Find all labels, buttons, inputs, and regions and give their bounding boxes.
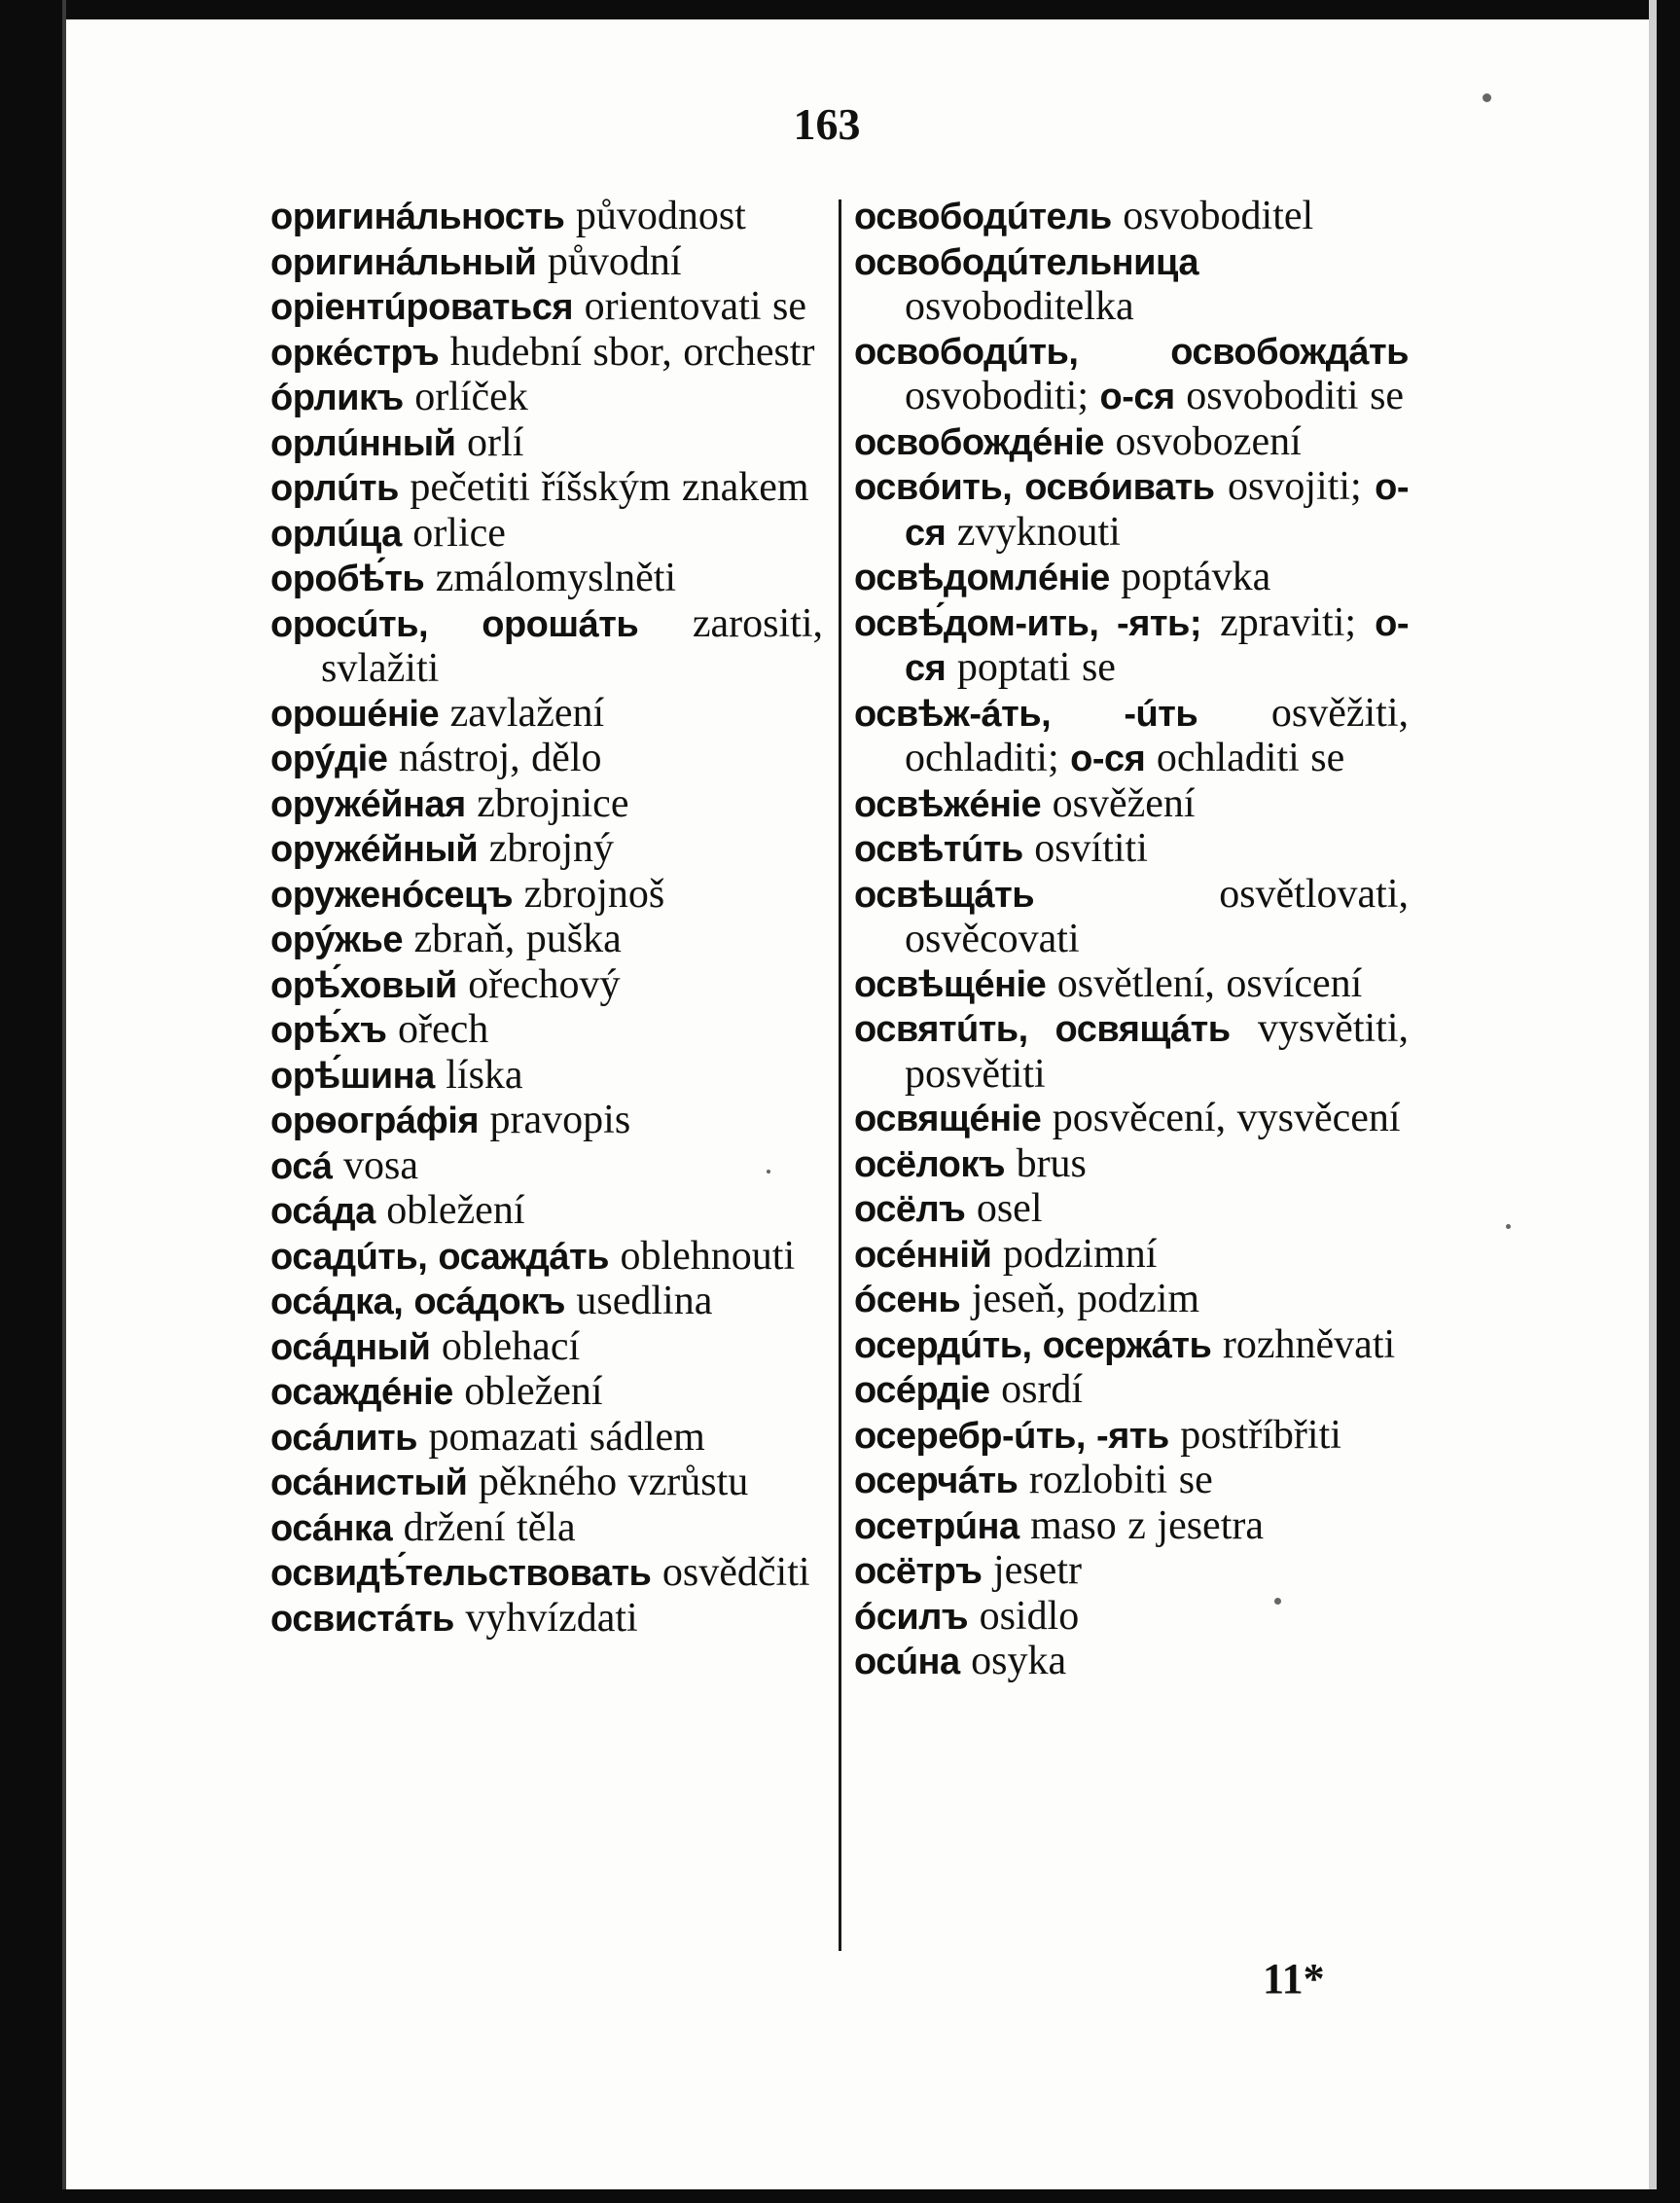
entry-headword: освобождéніе — [854, 421, 1104, 463]
entry-translation: osidlo — [979, 1593, 1080, 1639]
dust-speck — [1506, 1224, 1511, 1229]
entry-reflexive-headword: о-ся — [905, 602, 1410, 689]
dictionary-entry — [854, 962, 1409, 1008]
dictionary-entry — [854, 465, 1409, 556]
scan-border-left — [0, 0, 62, 2203]
entry-headword: оркéстръ — [270, 332, 440, 374]
entry-translation: obležení — [464, 1369, 603, 1414]
entry-translation: zbraň, puška — [413, 917, 622, 961]
dictionary-entry — [854, 782, 1409, 828]
dictionary-entry — [854, 1187, 1409, 1233]
entry-translation: osyka — [971, 1639, 1067, 1683]
dictionary-entry — [270, 918, 823, 963]
dictionary-entry — [854, 1549, 1409, 1595]
dictionary-entry — [270, 782, 823, 828]
entry-headword: оріентúроваться — [270, 287, 574, 328]
entry-translation: nástroj, dělo — [398, 736, 602, 780]
dictionary-entry — [270, 512, 823, 558]
dust-speck — [1483, 93, 1491, 102]
entry-headword: освободúтельница — [854, 241, 1198, 283]
entry-translation: poptávka — [1121, 555, 1271, 599]
entry-reflexive-translation: osvoboditi se — [1186, 374, 1405, 418]
entry-headword: óрликъ — [270, 378, 404, 418]
dictionary-entry — [270, 1597, 823, 1643]
entry-headword: оросúть, орошáть — [270, 603, 639, 645]
entry-headword: орошéніе — [270, 693, 440, 735]
dictionary-entry — [854, 1504, 1409, 1550]
entry-translation: podzimní — [1002, 1231, 1158, 1277]
entry-headword: освѣ́дом-ить, -ять; — [854, 602, 1201, 644]
dictionary-entry — [854, 420, 1409, 466]
entry-headword: орѳогрáфія — [270, 1101, 480, 1141]
entry-headword: освѣжéніе — [854, 783, 1042, 825]
dictionary-entry — [854, 1097, 1409, 1142]
entry-translation: osvědčiti — [661, 1550, 810, 1595]
dictionary-entry — [270, 1370, 823, 1416]
dictionary-entry — [270, 1280, 823, 1325]
entry-translation: původnost — [575, 194, 746, 238]
entry-translation: orlice — [412, 510, 506, 556]
entry-headword: освободúтель — [854, 197, 1112, 237]
entry-translation: rozlobiti se — [1028, 1458, 1213, 1502]
dictionary-entry — [270, 873, 823, 919]
entry-headword: освóить, освóивать — [854, 467, 1215, 508]
entry-translation: pěkného vzrůstu — [478, 1460, 749, 1504]
dictionary-entry — [270, 421, 823, 467]
entry-headword: орѣ́хъ — [270, 1010, 387, 1051]
scan-border-bottom — [0, 2189, 1680, 2203]
entry-reflexive-headword: о-ся — [905, 467, 1409, 554]
entry-headword: орлúнный — [270, 422, 456, 464]
entry-headword: осáда — [270, 1191, 375, 1232]
entry-translation: osrdí — [1001, 1367, 1084, 1412]
dictionary-entry — [270, 1506, 823, 1552]
entry-translation: oblehnouti — [620, 1233, 796, 1279]
entry-headword: осеребр-úть, -ять — [854, 1415, 1169, 1457]
dictionary-entry — [270, 1054, 823, 1100]
dictionary-entry — [270, 195, 823, 240]
entry-headword: осéнній — [854, 1234, 992, 1276]
page-number: 163 — [793, 99, 861, 149]
entry-headword: освѣж-áть, -úть — [854, 693, 1198, 735]
dictionary-entry — [270, 1099, 823, 1144]
dictionary-entry — [270, 466, 823, 512]
dictionary-entry — [854, 1414, 1409, 1460]
entry-translation: maso z jesetra — [1030, 1502, 1264, 1548]
entry-translation: pečetiti říšským znakem — [410, 465, 809, 510]
dictionary-entry — [854, 1459, 1409, 1504]
dictionary-entry — [270, 285, 823, 331]
entry-translation: držení těla — [403, 1504, 576, 1550]
entry-translation: vyhvízdati — [465, 1595, 638, 1641]
entry-headword: освѣщáть — [854, 874, 1035, 916]
entry-headword: оригинáльный — [270, 241, 537, 283]
column-divider — [839, 199, 841, 1951]
entry-headword: орлúть — [270, 468, 399, 509]
entry-translation: oblehací — [441, 1323, 581, 1369]
entry-translation: osvítiti — [1034, 826, 1148, 871]
dictionary-column-right — [854, 195, 1409, 1685]
entry-headword: осаждéніе — [270, 1372, 453, 1413]
entry-headword: осáнка — [270, 1507, 393, 1549]
dictionary-entry — [854, 1142, 1409, 1188]
entry-translation: zmálomyslněti — [435, 556, 677, 600]
dictionary-entry — [270, 1235, 823, 1281]
dictionary-entry — [854, 1007, 1409, 1097]
entry-headword: осáлить — [270, 1417, 417, 1459]
entry-translation: osvoboditi; — [905, 374, 1090, 418]
entry-translation: osvěžiti, ochladiti; — [905, 690, 1410, 780]
signature-mark: 11* — [1263, 1955, 1325, 2003]
dictionary-column-left — [270, 195, 823, 1642]
entry-translation: orlí — [467, 419, 524, 465]
dust-speck — [1274, 1598, 1281, 1605]
entry-translation: brus — [1016, 1140, 1087, 1186]
entry-translation: ořechový — [468, 961, 621, 1007]
entry-reflexive-translation: poptati se — [956, 645, 1116, 690]
entry-headword: освѣтúть — [854, 829, 1023, 870]
entry-headword: осáнистый — [270, 1463, 468, 1503]
entry-headword: óсень — [854, 1280, 961, 1320]
entry-reflexive-headword: о-ся — [1099, 377, 1175, 417]
dictionary-entry — [854, 692, 1409, 782]
entry-translation: usedlina — [576, 1279, 713, 1323]
scan-border-right — [1657, 0, 1680, 2203]
dictionary-entry — [854, 827, 1409, 873]
entry-translation: zbrojný — [488, 826, 615, 871]
entry-headword: орлúца — [270, 513, 402, 555]
entry-translation: zarositi, svlažiti — [321, 600, 824, 691]
entry-headword: осетрúна — [854, 1505, 1019, 1547]
entry-headword: оробѣ́ть — [270, 559, 425, 599]
scan-border-left-edge — [62, 0, 66, 2203]
entry-headword: оруженóсецъ — [270, 874, 514, 916]
dictionary-entry — [270, 557, 823, 602]
entry-translation: hudební sbor, orchestr — [449, 329, 815, 375]
dictionary-entry — [270, 331, 823, 377]
entry-headword: осёлокъ — [854, 1143, 1006, 1185]
dictionary-entry — [854, 1233, 1409, 1279]
entry-translation: pravopis — [489, 1098, 631, 1142]
dictionary-entry — [270, 963, 823, 1009]
entry-translation: postříbřiti — [1180, 1412, 1341, 1458]
dictionary-entry — [854, 1278, 1409, 1323]
entry-headword: освѣдомлéніе — [854, 558, 1110, 598]
entry-headword: освѣщéніе — [854, 963, 1047, 1005]
entry-translation: orlíček — [414, 375, 528, 419]
entry-translation: orientovati se — [584, 284, 807, 329]
dictionary-entry — [270, 1461, 823, 1506]
dictionary-entry — [854, 873, 1409, 962]
dictionary-entry — [854, 1368, 1409, 1414]
scan-border-right-edge — [1649, 0, 1657, 2203]
entry-translation: jeseň, podzim — [971, 1277, 1200, 1321]
dictionary-entry — [270, 1416, 823, 1462]
entry-translation: osvoboditel — [1123, 194, 1314, 238]
entry-headword: орѣ́шина — [270, 1055, 435, 1097]
entry-headword: осерчáть — [854, 1461, 1019, 1501]
dictionary-entry — [854, 601, 1409, 692]
entry-translation: rozhněvati — [1222, 1321, 1396, 1367]
entry-translation: líska — [446, 1052, 523, 1098]
dictionary-entry — [270, 1144, 823, 1190]
entry-translation: osvěžení — [1052, 780, 1196, 826]
entry-headword: освящéніе — [854, 1099, 1042, 1139]
dictionary-entry — [270, 1189, 823, 1235]
entry-headword: орѣ́ховый — [270, 964, 457, 1006]
entry-headword: осá — [270, 1145, 333, 1187]
entry-headword: осёлъ — [854, 1189, 966, 1230]
entry-headword: освободúть, освобождáть — [854, 331, 1409, 373]
entry-headword: орýдіе — [270, 739, 388, 779]
entry-headword: осадúть, осаждáть — [270, 1236, 609, 1278]
entry-headword: освистáть — [270, 1598, 454, 1640]
dictionary-entry — [270, 1008, 823, 1054]
entry-translation: ořech — [397, 1007, 489, 1052]
entry-translation: vysvětiti, posvětiti — [905, 1006, 1409, 1097]
dictionary-entry — [854, 1595, 1409, 1641]
entry-headword: óсилъ — [854, 1596, 969, 1638]
entry-translation: osvoboditelka — [905, 284, 1134, 329]
entry-headword: осáдка, осáдокъ — [270, 1282, 565, 1322]
entry-translation: jesetr — [993, 1548, 1082, 1593]
dictionary-entry — [854, 240, 1409, 330]
dictionary-entry — [854, 1640, 1409, 1685]
entry-reflexive-translation: ochladiti se — [1156, 736, 1345, 780]
dictionary-entry — [854, 556, 1409, 601]
entry-translation: zbrojnice — [477, 780, 629, 826]
entry-translation: původní — [547, 238, 682, 284]
dictionary-entry — [270, 240, 823, 286]
entry-translation: zbrojnoš — [523, 871, 665, 917]
entry-translation: pomazati sádlem — [428, 1414, 705, 1460]
dictionary-entry — [270, 1551, 823, 1597]
entry-headword: осáдный — [270, 1326, 431, 1368]
entry-translation: osvojiti; — [1227, 464, 1362, 509]
entry-headword: осердúть, осержáть — [854, 1324, 1212, 1366]
dictionary-entry — [854, 195, 1409, 240]
dictionary-entry — [854, 330, 1409, 420]
scan-border-top — [0, 0, 1680, 19]
entry-translation: vosa — [342, 1142, 418, 1188]
entry-translation: obležení — [386, 1188, 525, 1233]
dictionary-entry — [854, 1323, 1409, 1369]
entry-headword: осётръ — [854, 1551, 983, 1592]
entry-headword: освидѣ́тельствовать — [270, 1553, 652, 1594]
dictionary-entry — [270, 602, 823, 692]
entry-headword: осéрдіе — [854, 1370, 990, 1411]
entry-translation: osvobození — [1115, 418, 1302, 464]
dictionary-entry — [270, 692, 823, 738]
entry-translation: zavlažení — [449, 690, 605, 736]
entry-headword: оригинáльность — [270, 197, 565, 237]
dictionary-entry — [270, 1325, 823, 1371]
entry-headword: оружéйный — [270, 829, 479, 870]
entry-translation: zpraviti; — [1220, 599, 1357, 645]
entry-headword: освятúть, освящáть — [854, 1009, 1231, 1050]
entry-translation: posvěcení, vysvěcení — [1052, 1096, 1401, 1140]
entry-headword: оружéйная — [270, 783, 466, 825]
entry-translation: osel — [976, 1186, 1043, 1231]
entry-reflexive-headword: о-ся — [1070, 739, 1146, 779]
entry-translation: osvětlení, osvícení — [1056, 960, 1363, 1006]
dictionary-entry — [270, 737, 823, 782]
dictionary-entry — [270, 827, 823, 873]
entry-headword: орýжье — [270, 920, 403, 960]
dust-speck — [767, 1170, 770, 1174]
entry-headword: осúна — [854, 1642, 960, 1682]
dictionary-entry — [270, 376, 823, 421]
entry-translation: osvětlovati, osvěcovati — [905, 871, 1409, 961]
entry-reflexive-translation: zvyknouti — [956, 509, 1121, 555]
